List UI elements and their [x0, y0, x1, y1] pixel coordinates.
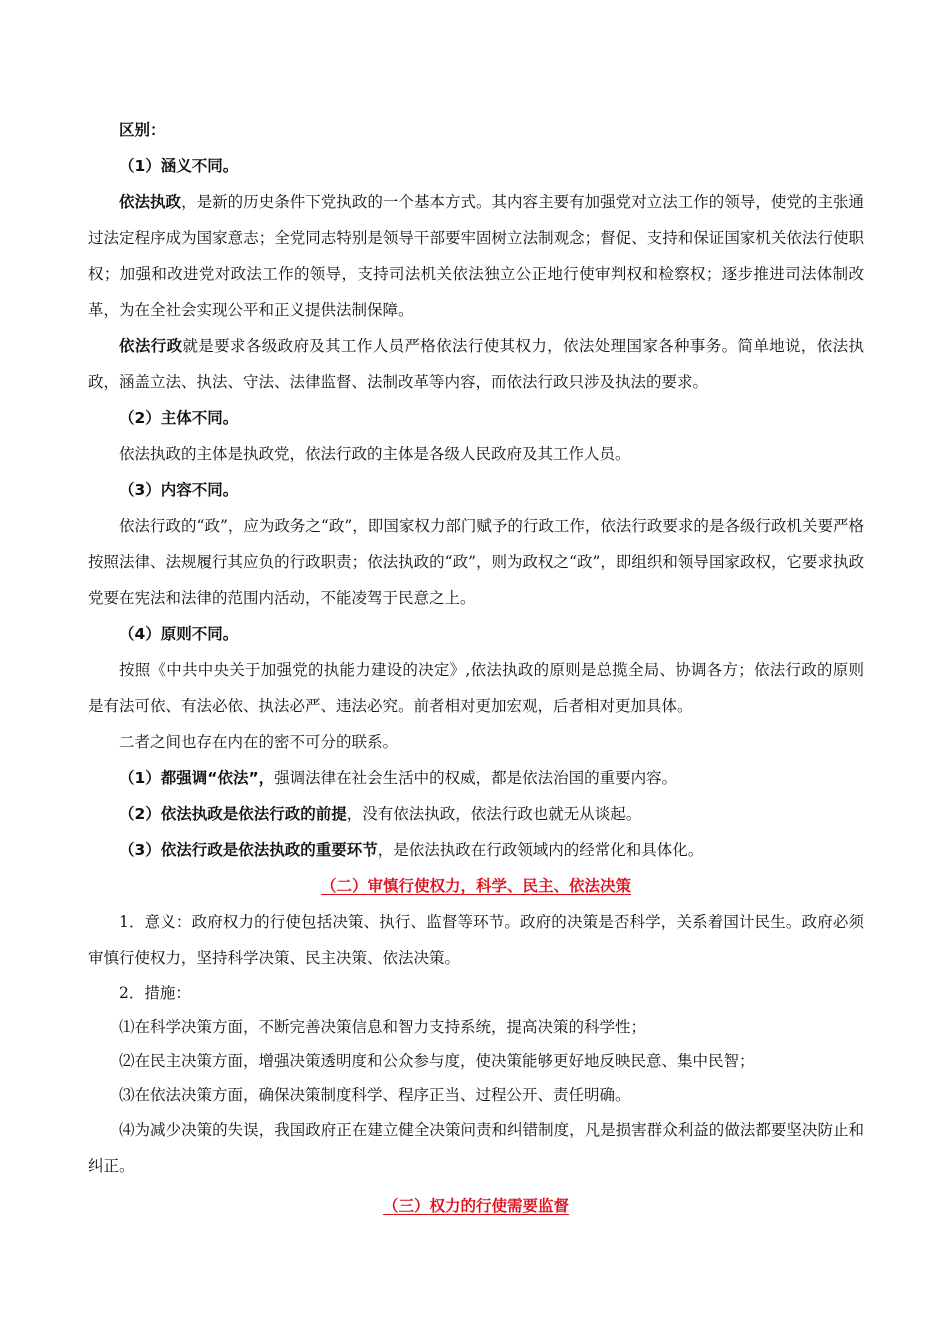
measure-4: ⑷为减少决策的失误，我国政府正在建立健全决策问责和纠错制度，凡是损害群众利益的做法都要坚决防止和纠正。 [88, 1121, 864, 1175]
point-2-text: 依法执政的主体是执政党，依法行政的主体是各级人民政府及其工作人员。 [119, 445, 631, 463]
link-1 [88, 760, 864, 796]
measure-1: ⑴在科学决策方面，不断完善决策信息和智力支持系统，提高决策的科学性； [119, 1018, 647, 1036]
point-3-text: 依法行政的“政”，应为政务之“政”，即国家权力部门赋予的行政工作，依法行政要求的是各级行政机关要严格按照法律、法规履行其应负的行政职责；依法执政的“政”，则为政权之“政”，即组织和领导国家政权，它要求执政党要在宪法和法律的范围内活动，不能凌驾于民意之上。 [88, 517, 864, 607]
point-1-text-b: 就是要求各级政府及其工作人员严格依法行使其权力，依法处理国家各种事务。简单地说，依法执政，涵盖立法、执法、守法、法律监督、法制改革等内容，而依法行政只涉及执法的要求。 [88, 337, 864, 391]
point-1-title: （1）涵义不同。 [119, 157, 239, 175]
section-2-measures-title: 2．措施： [119, 984, 191, 1002]
point-1-paragraph-b [88, 328, 864, 400]
section-2-meaning: 1．意义：政府权力的行使包括决策、执行、监督等环节。政府的决策是否科学，关系着国计民生。政府必须审慎行使权力，坚持科学决策、民主决策、依法决策。 [88, 913, 864, 967]
link-1-bold: （1）都强调“依法”， [119, 769, 275, 787]
point-3-title: （3）内容不同。 [119, 481, 239, 499]
link-3-text: ，是依法执政在行政领域内的经常化和具体化。 [377, 841, 704, 859]
link-1-text: 强调法律在社会生活中的权威，都是依法治国的重要内容。 [274, 769, 678, 787]
point-1-text-a: ，是新的历史条件下党执政的一个基本方式。其内容主要有加强党对立法工作的领导，使党的主张通过法定程序成为国家意志；全党同志特别是领导干部要牢固树立法制观念；督促、支持和保证国家机关依法行使职权；加强和改进党对政法工作的领导，支持司法机关依法独立公正地行使审判权和检察权；逐步推进司法体制改革，为在全社会实现公平和正义提供法制保障。 [88, 193, 864, 319]
point-1-paragraph-a [88, 184, 864, 328]
difference-heading: 区别： [119, 121, 166, 139]
point-4-title: （4）原则不同。 [119, 625, 239, 643]
section-3-title: （三）权力的行使需要监督 [382, 1197, 569, 1215]
term-yifa-zhizheng: 依法执政 [119, 193, 182, 211]
links-intro: 二者之间也存在内在的密不可分的联系。 [119, 733, 399, 751]
link-2-text: ，没有依法执政，依法行政也就无从谈起。 [346, 805, 642, 823]
measure-2: ⑵在民主决策方面，增强决策透明度和公众参与度，使决策能够更好地反映民意、集中民智； [119, 1052, 755, 1070]
link-2 [88, 796, 864, 832]
link-3-bold: （3）依法行政是依法执政的重要环节 [119, 841, 378, 859]
link-2-bold: （2）依法执政是依法行政的前提 [119, 805, 347, 823]
point-2-title: （2）主体不同。 [119, 409, 239, 427]
document-page [88, 112, 864, 1224]
section-2-title: （二）审慎行使权力，科学、民主、依法决策 [320, 877, 631, 895]
measure-3: ⑶在依法决策方面，确保决策制度科学、程序正当、过程公开、责任明确。 [119, 1086, 631, 1104]
link-3 [88, 832, 864, 868]
term-yifa-xingzheng: 依法行政 [119, 337, 183, 355]
point-4-text: 按照《中共中央关于加强党的执能力建设的决定》,依法执政的原则是总揽全局、协调各方；依法行政的原则是有法可依、有法必依、执法必严、违法必究。前者相对更加宏观，后者相对更加具体。 [88, 661, 864, 715]
